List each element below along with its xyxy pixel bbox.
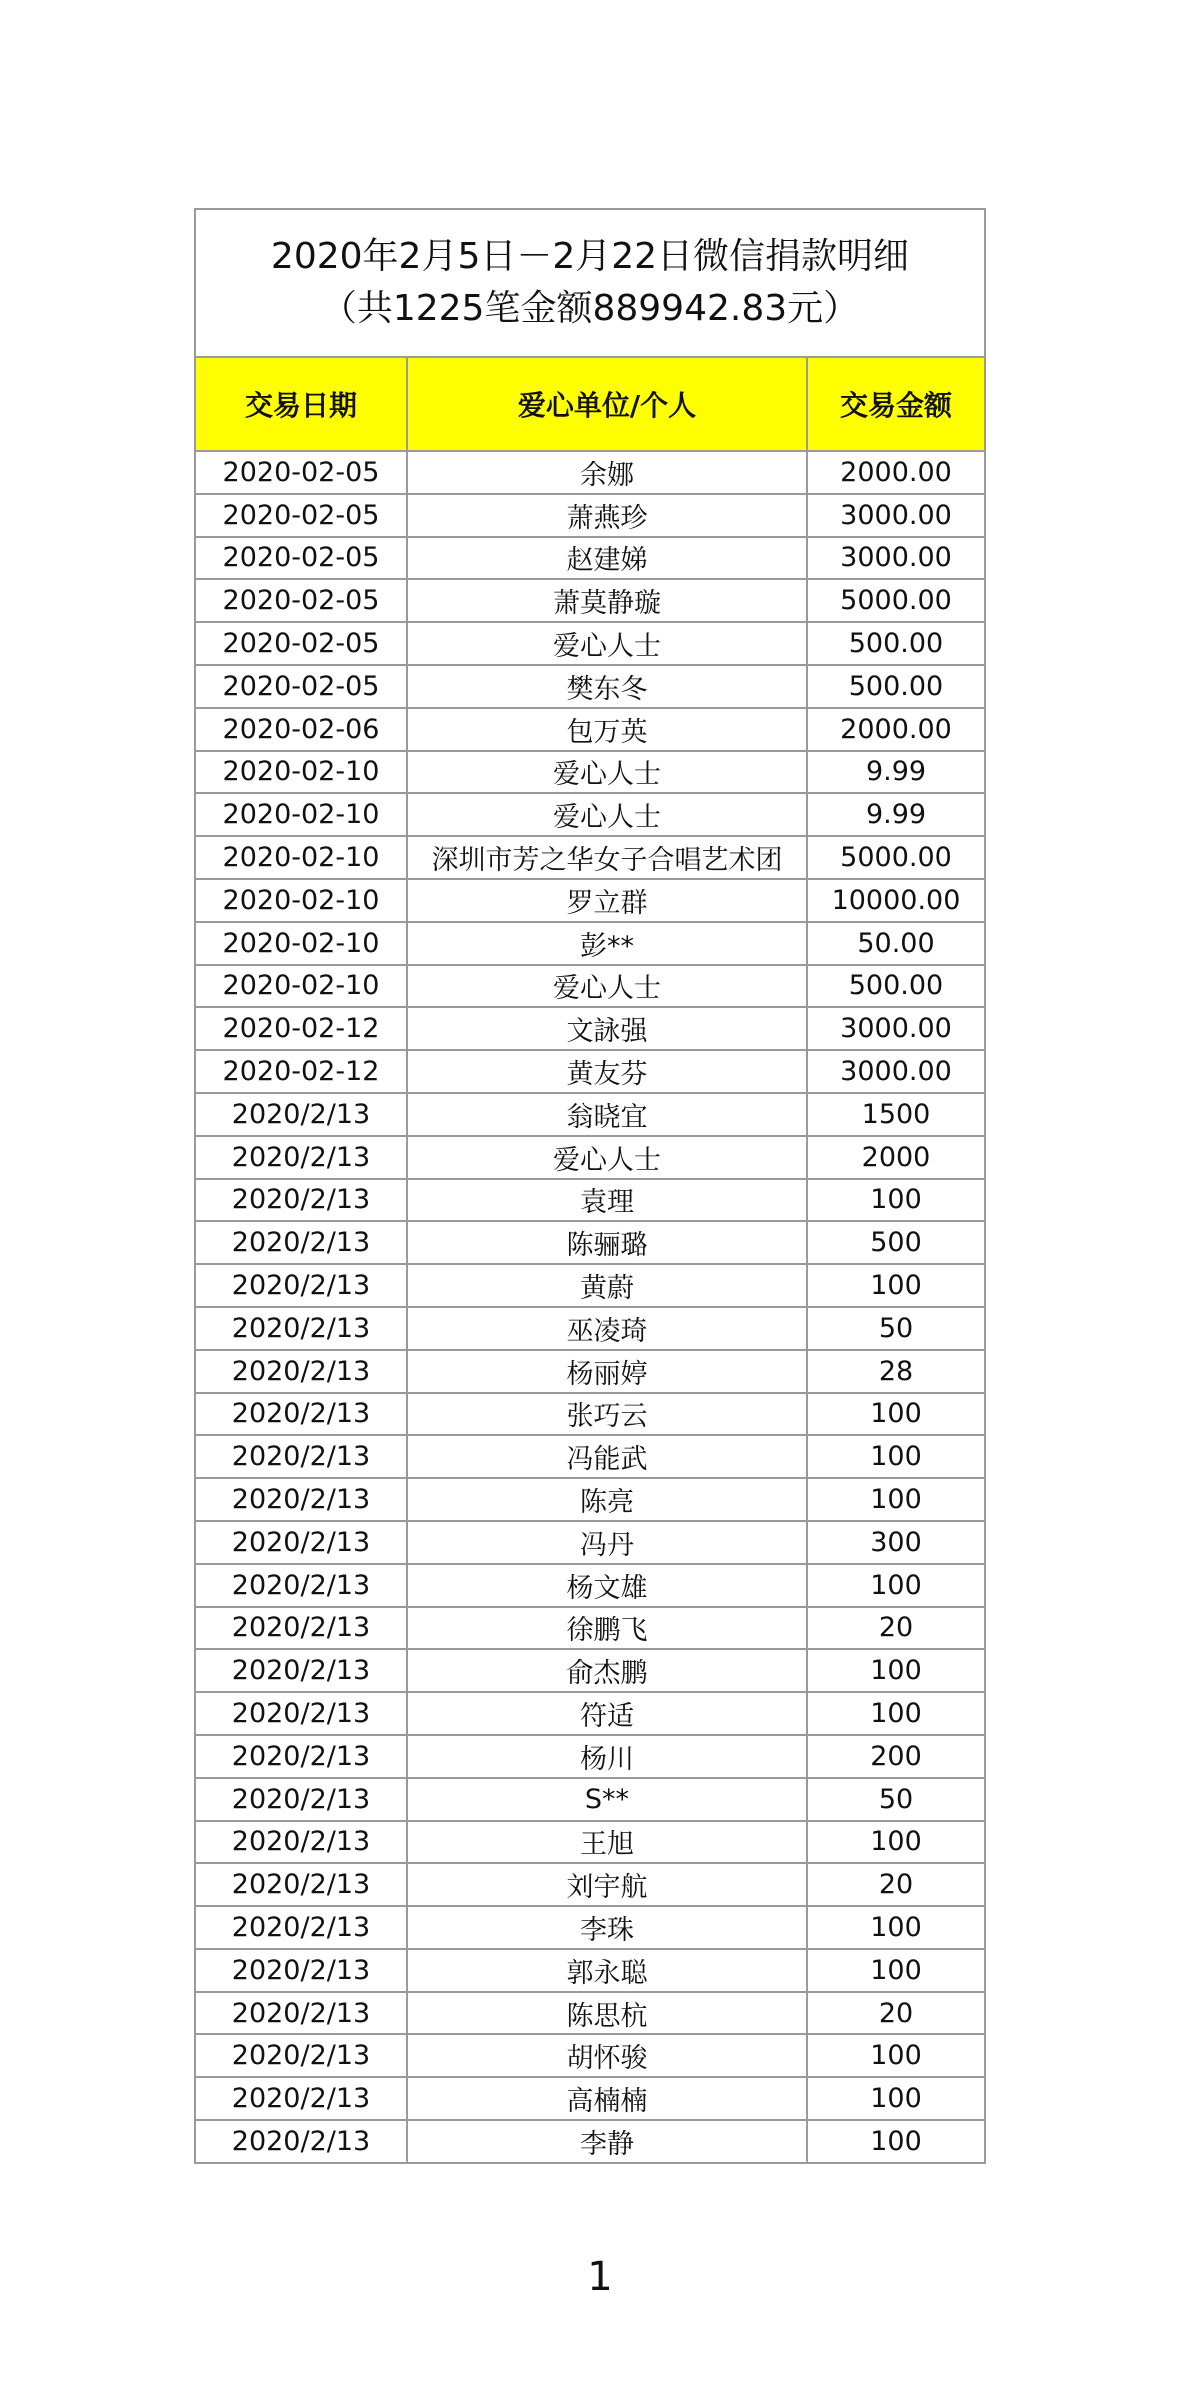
cell-amount: 2000.00 xyxy=(807,708,984,751)
cell-date: 2020/2/13 xyxy=(196,1179,407,1222)
cell-amount: 100 xyxy=(807,1692,984,1735)
cell-amount: 5000.00 xyxy=(807,836,984,879)
table-row xyxy=(196,2034,984,2077)
cell-date: 2020-02-05 xyxy=(196,537,407,580)
cell-date: 2020/2/13 xyxy=(196,2034,407,2077)
table-row xyxy=(196,1179,984,1222)
cell-amount: 100 xyxy=(807,1393,984,1436)
cell-amount: 500.00 xyxy=(807,665,984,708)
cell-donor: 俞杰鹏 xyxy=(407,1649,807,1692)
table-row xyxy=(196,1821,984,1864)
cell-amount: 9.99 xyxy=(807,751,984,794)
table-row xyxy=(196,1649,984,1692)
cell-amount: 3000.00 xyxy=(807,494,984,537)
cell-donor: 翁晓宜 xyxy=(407,1093,807,1136)
cell-date: 2020-02-12 xyxy=(196,1050,407,1093)
cell-donor: 黄友芬 xyxy=(407,1050,807,1093)
cell-date: 2020-02-05 xyxy=(196,665,407,708)
cell-donor: 冯能武 xyxy=(407,1435,807,1478)
cell-date: 2020/2/13 xyxy=(196,1778,407,1821)
cell-donor: 高楠楠 xyxy=(407,2077,807,2120)
cell-donor: 陈亮 xyxy=(407,1478,807,1521)
table-row xyxy=(196,1992,984,2035)
table-row xyxy=(196,793,984,836)
cell-amount: 1500 xyxy=(807,1093,984,1136)
title-line-2: （共1225笔金额889942.83元） xyxy=(320,288,860,329)
cell-amount: 100 xyxy=(807,1264,984,1307)
table-row xyxy=(196,1564,984,1607)
cell-date: 2020-02-05 xyxy=(196,622,407,665)
cell-date: 2020/2/13 xyxy=(196,1435,407,1478)
table-row xyxy=(196,1307,984,1350)
cell-donor: 陈思杭 xyxy=(407,1992,807,2035)
table-row xyxy=(196,1949,984,1992)
cell-date: 2020-02-05 xyxy=(196,494,407,537)
cell-date: 2020-02-10 xyxy=(196,751,407,794)
cell-donor: 爱心人士 xyxy=(407,1136,807,1179)
cell-donor: 李静 xyxy=(407,2120,807,2162)
table-row xyxy=(196,1350,984,1393)
cell-amount: 50 xyxy=(807,1307,984,1350)
cell-date: 2020/2/13 xyxy=(196,1521,407,1564)
cell-date: 2020/2/13 xyxy=(196,1906,407,1949)
cell-date: 2020-02-05 xyxy=(196,579,407,622)
table-row xyxy=(196,1435,984,1478)
cell-amount: 50.00 xyxy=(807,922,984,965)
cell-donor: 李珠 xyxy=(407,1906,807,1949)
cell-donor: 冯丹 xyxy=(407,1521,807,1564)
header-donor: 爱心单位/个人 xyxy=(407,358,807,451)
cell-date: 2020/2/13 xyxy=(196,1692,407,1735)
cell-donor: 赵建娣 xyxy=(407,537,807,580)
header-date: 交易日期 xyxy=(196,358,407,451)
cell-donor: 深圳市芳之华女子合唱艺术团 xyxy=(407,836,807,879)
table-header-row xyxy=(196,358,984,451)
table-row xyxy=(196,751,984,794)
cell-donor: 爱心人士 xyxy=(407,965,807,1008)
table-row xyxy=(196,622,984,665)
cell-amount: 5000.00 xyxy=(807,579,984,622)
table-row xyxy=(196,1778,984,1821)
cell-amount: 300 xyxy=(807,1521,984,1564)
table-row xyxy=(196,1136,984,1179)
cell-amount: 100 xyxy=(807,1564,984,1607)
cell-donor: 胡怀骏 xyxy=(407,2034,807,2077)
cell-donor: 巫凌琦 xyxy=(407,1307,807,1350)
cell-date: 2020/2/13 xyxy=(196,1992,407,2035)
table-row xyxy=(196,836,984,879)
cell-amount: 100 xyxy=(807,1478,984,1521)
cell-amount: 20 xyxy=(807,1607,984,1650)
cell-date: 2020/2/13 xyxy=(196,1264,407,1307)
cell-date: 2020-02-06 xyxy=(196,708,407,751)
cell-donor: 张巧云 xyxy=(407,1393,807,1436)
table-row xyxy=(196,1735,984,1778)
cell-donor: 爱心人士 xyxy=(407,622,807,665)
cell-amount: 200 xyxy=(807,1735,984,1778)
table-row xyxy=(196,1264,984,1307)
donation-table xyxy=(196,358,984,2162)
table-row xyxy=(196,965,984,1008)
cell-date: 2020-02-10 xyxy=(196,965,407,1008)
cell-donor: 爱心人士 xyxy=(407,751,807,794)
cell-date: 2020/2/13 xyxy=(196,1136,407,1179)
cell-donor: 黄蔚 xyxy=(407,1264,807,1307)
cell-donor: 陈骊璐 xyxy=(407,1221,807,1264)
table-row xyxy=(196,451,984,494)
cell-date: 2020-02-10 xyxy=(196,836,407,879)
title-line-1: 2020年2月5日－2月22日微信捐款明细 xyxy=(270,236,910,277)
cell-date: 2020-02-10 xyxy=(196,879,407,922)
cell-amount: 100 xyxy=(870,2125,922,2157)
cell-amount: 100 xyxy=(807,2077,984,2120)
cell-date: 2020-02-05 xyxy=(196,451,407,494)
table-row xyxy=(196,1221,984,1264)
cell-amount: 3000.00 xyxy=(807,1007,984,1050)
table-row xyxy=(196,2077,984,2120)
cell-amount: 10000.00 xyxy=(807,879,984,922)
cell-donor: 爱心人士 xyxy=(407,793,807,836)
cell-amount: 20 xyxy=(807,1863,984,1906)
cell-donor: 罗立群 xyxy=(407,879,807,922)
cell-date: 2020/2/13 xyxy=(196,1350,407,1393)
cell-date: 2020/2/13 xyxy=(196,1863,407,1906)
table-row xyxy=(196,1906,984,1949)
cell-donor: 杨文雄 xyxy=(407,1564,807,1607)
table-row xyxy=(196,1607,984,1650)
cell-donor: 徐鹏飞 xyxy=(407,1607,807,1650)
cell-donor: 彭** xyxy=(407,922,807,965)
cell-donor: 符适 xyxy=(407,1692,807,1735)
cell-amount: 2000.00 xyxy=(807,451,984,494)
cell-donor: S** xyxy=(407,1778,807,1821)
cell-donor: 樊东冬 xyxy=(407,665,807,708)
cell-amount: 100 xyxy=(807,2034,984,2077)
table-row xyxy=(196,1007,984,1050)
table-row xyxy=(196,494,984,537)
cell-amount: 500.00 xyxy=(807,965,984,1008)
cell-amount: 2000 xyxy=(807,1136,984,1179)
cell-donor: 余娜 xyxy=(407,451,807,494)
cell-amount: 3000.00 xyxy=(807,537,984,580)
table-row xyxy=(196,1478,984,1521)
document-title xyxy=(196,210,984,358)
cell-date: 2020/2/13 xyxy=(196,1821,407,1864)
table-row xyxy=(196,1393,984,1436)
cell-date: 2020/2/13 xyxy=(196,1649,407,1692)
cell-amount: 500 xyxy=(807,1221,984,1264)
cell-amount: 100 xyxy=(807,1906,984,1949)
cell-amount: 500.00 xyxy=(807,622,984,665)
table-row xyxy=(196,1863,984,1906)
cell-amount: 100 xyxy=(807,1179,984,1222)
cell-amount: 50 xyxy=(807,1778,984,1821)
donation-sheet xyxy=(194,208,986,2164)
cell-date: 2020/2/13 xyxy=(196,1478,407,1521)
cell-date: 2020-02-12 xyxy=(196,1007,407,1050)
cell-date: 2020/2/13 xyxy=(196,1093,407,1136)
cell-date: 2020-02-10 xyxy=(196,922,407,965)
cell-amount: 100 xyxy=(807,1949,984,1992)
table-row xyxy=(196,922,984,965)
table-row xyxy=(196,2120,984,2162)
table-row xyxy=(196,708,984,751)
cell-date: 2020/2/13 xyxy=(196,1735,407,1778)
cell-date: 2020/2/13 xyxy=(196,2077,407,2120)
cell-donor: 萧燕珍 xyxy=(407,494,807,537)
cell-date: 2020/2/13 xyxy=(196,1307,407,1350)
table-row xyxy=(196,665,984,708)
cell-amount: 3000.00 xyxy=(807,1050,984,1093)
cell-donor: 文詠强 xyxy=(407,1007,807,1050)
table-row xyxy=(196,1050,984,1093)
cell-amount: 9.99 xyxy=(807,793,984,836)
cell-amount: 100 xyxy=(807,1821,984,1864)
table-row xyxy=(196,537,984,580)
cell-amount: 100 xyxy=(807,1649,984,1692)
cell-date: 2020/2/13 xyxy=(196,1564,407,1607)
cell-donor: 王旭 xyxy=(407,1821,807,1864)
cell-donor: 郭永聪 xyxy=(407,1949,807,1992)
cell-amount: 28 xyxy=(807,1350,984,1393)
cell-date: 2020-02-10 xyxy=(196,793,407,836)
header-amount: 交易金额 xyxy=(807,358,984,451)
table-row xyxy=(196,579,984,622)
cell-donor: 杨丽婷 xyxy=(407,1350,807,1393)
table-row xyxy=(196,1093,984,1136)
cell-date: 2020/2/13 xyxy=(196,1949,407,1992)
cell-donor: 包万英 xyxy=(407,708,807,751)
cell-donor: 杨川 xyxy=(407,1735,807,1778)
table-body xyxy=(196,451,984,2162)
cell-donor: 袁理 xyxy=(407,1179,807,1222)
cell-amount: 100 xyxy=(807,1435,984,1478)
table-row xyxy=(196,1521,984,1564)
table-row xyxy=(196,879,984,922)
table-row xyxy=(196,1692,984,1735)
cell-date: 2020/2/13 xyxy=(196,1221,407,1264)
cell-date: 2020/2/13 xyxy=(196,1607,407,1650)
cell-date: 2020/2/13 xyxy=(196,1393,407,1436)
cell-donor: 刘宇航 xyxy=(407,1863,807,1906)
page-number: 1 xyxy=(587,2254,613,2300)
cell-amount: 20 xyxy=(807,1992,984,2035)
cell-donor: 萧莫静璇 xyxy=(407,579,807,622)
cell-date: 2020/2/13 xyxy=(196,2120,407,2162)
